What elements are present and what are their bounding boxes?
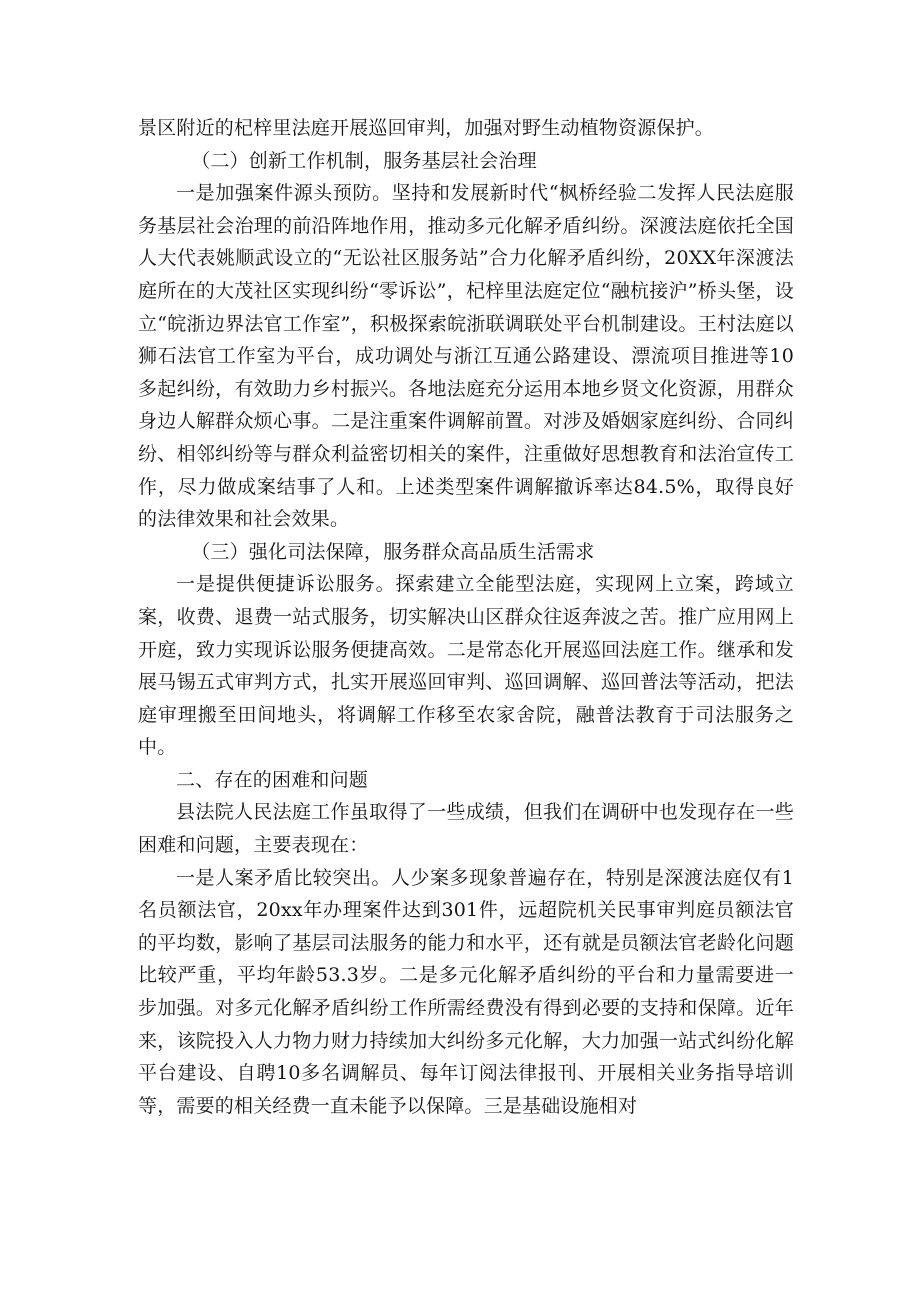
section-heading: 二、存在的困难和问题	[176, 768, 369, 791]
paragraph-body: 县法院人民法庭工作虽取得了一些成绩，但我们在调研中也发现存在一些困难和问题，主要表现在：	[138, 801, 794, 857]
paragraph-body: 一是人案矛盾比较突出。人少案多现象普遍存在，特别是深渡法庭仅有1名员额法官，20xx年办理案件达到301件，远超院机关民事审判庭员额法官的平均数，影响了基层司法服务的能力和水平，还有就是员额法官老龄化问题比较严重，平均年龄53.3岁。二是多元化解矛盾纠纷的平台和力量需要进一步加强。对多元化解矛盾纠纷工作所需经费没有得到必要的支持和保障。近年来，该院投入人力物力财力持续加大纠纷多元化解，大力加强一站式纠纷化解平台建设、自聘10多名调解员、每年订阅法律报刊、开展相关业务指导培训等，需要的相关经费一直未能予以保障。三是基础设施相对	[138, 866, 794, 1117]
document-body	[138, 112, 794, 1122]
paragraph-continued: 景区附近的杞梓里法庭开展巡回审判，加强对野生动植物资源保护。	[138, 117, 715, 139]
section-subheading-three: （三）强化司法保障，服务群众高品质生活需求	[191, 540, 595, 563]
section-subheading-two: （二）创新工作机制，服务基层社会治理	[191, 149, 537, 172]
paragraph-body: 一是提供便捷诉讼服务。探索建立全能型法庭，实现网上立案，跨域立案，收费、退费一站式服务，切实解决山区群众往返奔波之苦。推广应用网上开庭，致力实现诉讼服务便捷高效。二是常态化开展巡回法庭工作。继承和发展马锡五式审判方式，扎实开展巡回审判、巡回调解、巡回普法等活动，把法庭审理搬至田间地头，将调解工作移至农家舍院，融普法教育于司法服务之中。	[138, 573, 794, 759]
paragraph-body: 一是加强案件源头预防。坚持和发展新时代“枫桥经验二发挥人民法庭服务基层社会治理的前沿阵地作用，推动多元化解矛盾纠纷。深渡法庭依托全国人大代表姚顺武设立的“无讼社区服务站”合力化解矛盾纠纷，20XX年深渡法庭所在的大茂社区实现纠纷“零诉讼”，杞梓里法庭定位“融杭接沪”桥头堡，设立“皖浙边界法官工作室”，积极探索皖浙联调联处平台机制建设。王村法庭以狮石法官工作室为平台，成功调处与浙江互通公路建设、漂流项目推进等10多起纠纷，有效助力乡村振兴。各地法庭充分运用本地乡贤文化资源，用群众身边人解群众烦心事。二是注重案件调解前置。对涉及婚姻家庭纠纷、合同纠纷、相邻纠纷等与群众利益密切相关的案件，注重做好思想教育和法治宣传工作，尽力做成案结事了人和。上述类型案件调解撤诉率达84.5%，取得良好的法律效果和社会效果。	[138, 182, 794, 531]
